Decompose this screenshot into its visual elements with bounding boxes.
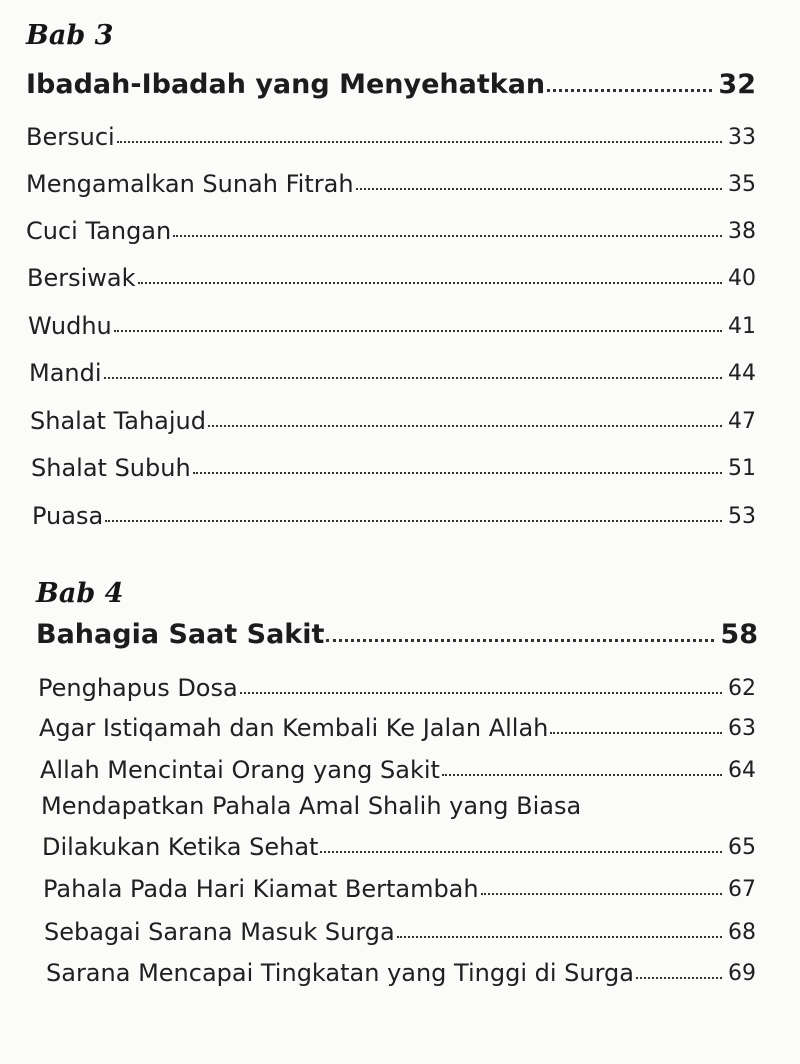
toc-entry [44,907,756,945]
entry-title: Bersiwak [27,263,136,292]
bab-3-label: Bab 3 [26,20,114,51]
dot-leader [114,330,722,332]
dot-leader [320,851,722,853]
entry-title: Agar Istiqamah dan Kembali Ke Jalan Allah [39,713,549,742]
toc-entry [29,348,756,386]
dot-leader [356,188,722,190]
bab-4-label: Bab 4 [36,578,124,609]
dot-leader [481,893,722,895]
dot-leader [397,936,722,938]
entry-title: Allah Mencintai Orang yang Sakit [40,755,440,784]
chapter-title: Ibadah-Ibadah yang Menyehatkan [26,69,546,101]
chapter-title: Bahagia Saat Sakit [36,619,325,651]
entry-page-number: 65 [728,834,756,860]
entry-page-number: 67 [728,876,756,902]
entry-page-number: 40 [728,265,756,291]
toc-entry-line2 [42,822,756,860]
dot-leader [193,472,722,474]
entry-title: Cuci Tangan [26,216,172,245]
entry-title: Puasa [32,501,104,530]
dot-leader [326,639,714,642]
entry-title: Penghapus Dosa [38,673,238,702]
entry-title: Pahala Pada Hari Kiamat Bertambah [43,874,479,903]
toc-entry [31,443,756,481]
chapter-page-number: 32 [718,69,756,101]
entry-title: Sebagai Sarana Masuk Surga [44,917,395,946]
toc-entry [26,112,756,150]
entry-page-number: 47 [728,408,756,434]
dot-leader [173,235,722,237]
entry-title: Shalat Subuh [31,453,191,482]
toc-entry [43,864,756,902]
toc-entry [30,396,756,434]
entry-title: Dilakukan Ketika Sehat [42,832,319,861]
dot-leader [104,377,722,379]
entry-page-number: 64 [728,757,756,783]
entry-page-number: 62 [728,675,756,701]
entry-page-number: 63 [728,715,756,741]
entry-page-number: 69 [728,960,756,986]
dot-leader [105,520,722,522]
dot-leader [442,774,722,776]
toc-entry [26,159,756,197]
toc-entry [38,663,756,701]
entry-page-number: 53 [728,503,756,529]
entry-title: Wudhu [28,311,112,340]
chapter-ibadah-row [26,62,756,100]
entry-page-number: 35 [728,171,756,197]
chapter-page-number: 58 [720,619,758,651]
toc-entry [40,745,756,783]
chapter-bahagia-row [36,612,758,650]
dot-leader [550,732,722,734]
entry-title-line1: Mendapatkan Pahala Amal Shalih yang Biasa [41,792,582,820]
entry-title: Shalat Tahajud [30,406,206,435]
entry-title: Mengamalkan Sunah Fitrah [26,169,354,198]
dot-leader [636,977,722,979]
entry-page-number: 68 [728,919,756,945]
toc-entry [28,301,756,339]
entry-page-number: 33 [728,124,756,150]
entry-title: Bersuci [26,122,115,151]
toc-entry [32,491,756,529]
dot-leader [240,692,722,694]
entry-page-number: 38 [728,218,756,244]
toc-entry [46,948,756,986]
entry-page-number: 41 [728,313,756,339]
entry-page-number: 51 [728,455,756,481]
entry-page-number: 44 [728,360,756,386]
toc-entry [39,703,756,741]
dot-leader [547,89,712,92]
dot-leader [117,141,722,143]
dot-leader [138,282,722,284]
entry-title: Sarana Mencapai Tingkatan yang Tinggi di Surga [46,958,634,987]
toc-entry [26,206,756,244]
entry-title: Mandi [29,358,102,387]
dot-leader [208,425,722,427]
toc-entry [27,253,756,291]
